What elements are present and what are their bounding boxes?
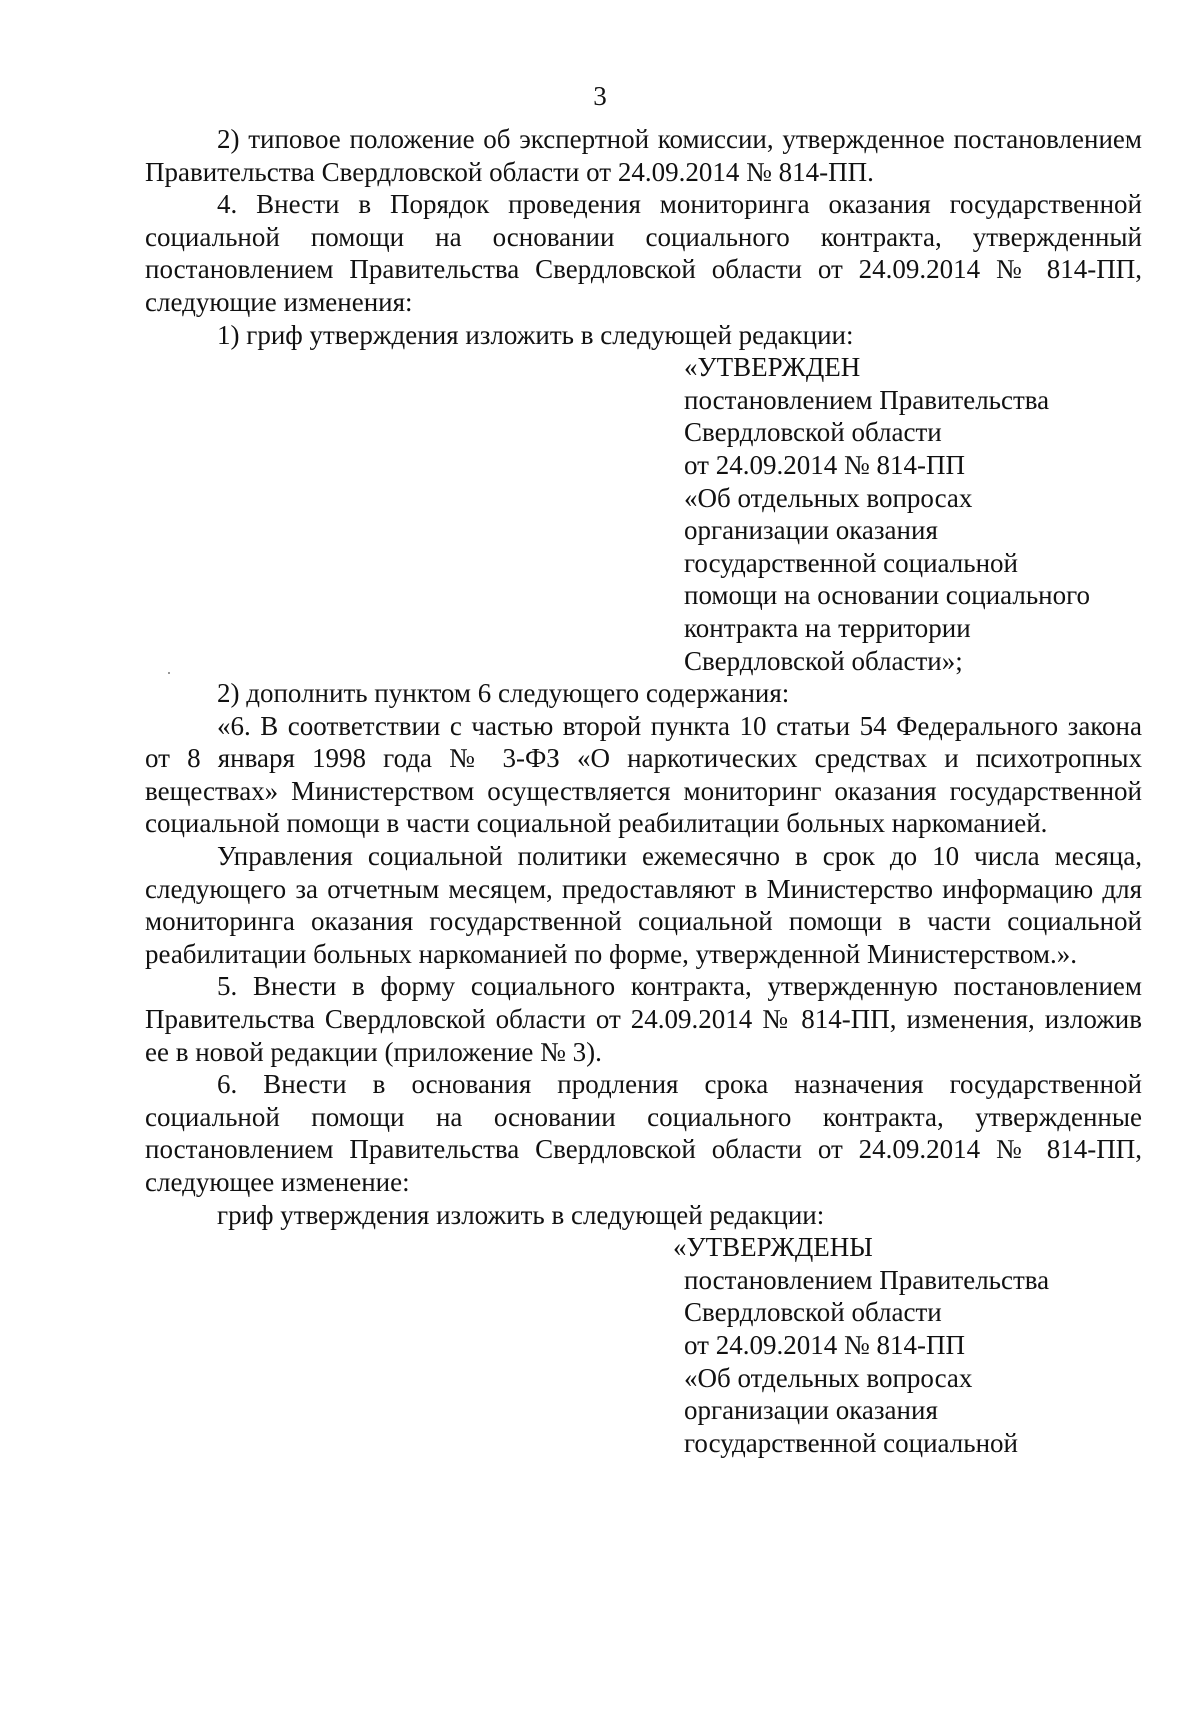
paragraph-subitem-1-stamp-intro: 1) гриф утверждения изложить в следующей редакции:	[217, 319, 854, 350]
approval-stamp-line: постановлением Правительства	[684, 1264, 1050, 1295]
approval-stamp-line: Свердловской области»;	[684, 645, 963, 676]
paragraph-point-5-contract-form: 5. Внести в форму социального контракта, утвержденную постановлением Правительства Свердловской области от 24.09.2014 № 814-ПП, изменения, изложив ее в новой редакции (приложение № 3).	[145, 971, 1142, 1067]
paragraph-subitem-2-add-point-6: 2) дополнить пунктом 6 следующего содержания:	[217, 678, 790, 709]
document-body	[145, 123, 1142, 1459]
paragraph-item-2-typical-regulation: 2) типовое положение об экспертной комиссии, утвержденное постановлением Правительства Свердловской области от 24.09.2014 № 814-ПП.	[145, 124, 1142, 187]
approval-stamp-line: «Об отдельных вопросах	[684, 482, 973, 513]
approval-stamp-line: «Об отдельных вопросах	[684, 1362, 973, 1393]
approval-stamp-line: организации оказания	[684, 1395, 938, 1426]
approval-stamp-line: Свердловской области	[684, 417, 942, 448]
paragraph-point-6-federal-law: «6. В соответствии с частью второй пункта 10 статьи 54 Федерального закона от 8 января 1998 года № 3-ФЗ «О наркотических средствах и психотропных веществах» Министерством осуществляется мониторинг оказания государственной социальной помощи в части социальной реабилитации больных наркоманией.	[145, 710, 1142, 839]
approval-stamp-line: от 24.09.2014 № 814-ПП	[684, 1329, 965, 1360]
approval-stamp-line: Свердловской области	[684, 1297, 942, 1328]
approval-stamp-line: помощи на основании социального	[684, 580, 1091, 611]
paragraph-social-policy-departments: Управления социальной политики ежемесячно в срок до 10 числа месяца, следующего за отчетным месяцем, предоставляют в Министерство информацию для мониторинга оказания государственной социальной помощи в части социальной реабилитации больных наркоманией по форме, утвержденной Министерством.».	[145, 841, 1142, 969]
paragraph-point-6-extension-grounds: 6. Внести в основания продления срока назначения государственной социальной помощи на основании социального контракта, утвержденные постановлением Правительства Свердловской области от 24.09.2014 № 814-ПП, следующее изменение:	[145, 1069, 1142, 1197]
approval-stamp-line: организации оказания	[684, 515, 938, 546]
approval-stamp-line: «УТВЕРЖДЕНЫ	[673, 1232, 873, 1263]
paragraph-stamp-intro-2: гриф утверждения изложить в следующей редакции:	[217, 1199, 825, 1230]
approval-stamp-line: контракта на территории	[684, 612, 971, 643]
approval-stamp-block-2	[673, 1231, 1142, 1459]
paragraph-point-4-monitoring-order: 4. Внести в Порядок проведения мониторинга оказания государственной социальной помощи на основании социального контракта, утвержденный постановлением Правительства Свердловской области от 24.09.2014 № 814-ПП, следующие изменения:	[145, 189, 1142, 317]
approval-stamp-line: постановлением Правительства	[684, 384, 1050, 415]
approval-stamp-line: «УТВЕРЖДЕН	[684, 352, 861, 383]
approval-stamp-block-1	[684, 351, 1142, 677]
approval-stamp-line: государственной социальной	[684, 1427, 1018, 1458]
approval-stamp-line: от 24.09.2014 № 814-ПП	[684, 449, 965, 480]
approval-stamp-line: государственной социальной	[684, 547, 1018, 578]
page-number: 3	[593, 81, 607, 111]
